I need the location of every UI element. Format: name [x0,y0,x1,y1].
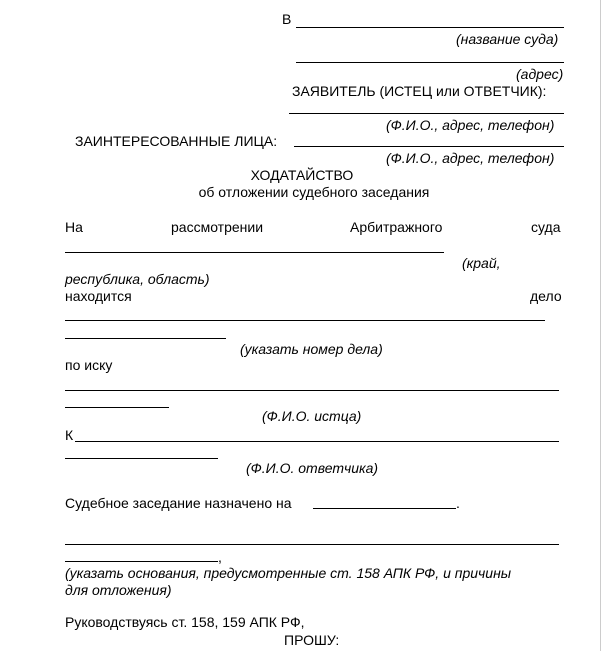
defendant-line-1[interactable] [75,441,559,442]
applicant-line[interactable] [289,113,564,114]
intro-word-1: На [65,219,83,235]
interested-hint: (Ф.И.О., адрес, телефон) [386,150,555,166]
hearing-text: Судебное заседание назначено на [65,495,292,511]
plaintiff-line-2[interactable] [65,407,169,408]
hearing-date-line[interactable] [313,508,456,509]
region-hint-1: (край, [462,255,501,271]
hearing-end: . [456,495,460,511]
court-name-line[interactable] [296,27,564,28]
case-number-hint: (указать номер дела) [240,341,383,357]
applicant-hint: (Ф.И.О., адрес, телефон) [386,117,555,133]
guided-text: Руководствуясь ст. 158, 159 АПК РФ, [65,614,305,630]
region-hint-2: республика, область) [65,271,210,287]
defendant-line-2[interactable] [65,458,218,459]
claim-label: по иску [65,357,113,373]
case-label: дело [530,288,562,304]
right-border [600,0,601,651]
intro-word-2: рассмотрении [171,219,264,235]
applicant-label: ЗАЯВИТЕЛЬ (ИСТЕЦ или ОТВЕТЧИК): [292,83,547,99]
to-prefix: В [282,11,292,27]
defendant-hint: (Ф.И.О. ответчика) [246,460,379,476]
document-title: ХОДАТАЙСТВО [250,167,354,183]
request-label: ПРОШУ: [284,632,340,648]
plaintiff-line-1[interactable] [65,390,559,391]
plaintiff-hint: (Ф.И.О. истца) [262,408,362,424]
located-label: находится [65,288,132,304]
document-subtitle: об отложении судебного заседания [198,184,430,200]
case-line-2[interactable] [65,338,226,339]
interested-line[interactable] [294,146,564,147]
intro-word-3: Арбитражного [350,219,443,235]
address-hint: (адрес) [516,66,564,82]
grounds-line-1[interactable] [65,544,559,545]
interested-label: ЗАИНТЕРЕСОВАННЫЕ ЛИЦА: [75,133,278,149]
grounds-line-2[interactable] [65,561,218,562]
case-line-1[interactable] [65,320,545,321]
court-name-hint: (название суда) [456,31,559,47]
address-line[interactable] [296,62,564,63]
grounds-hint-1: (указать основания, предусмотренные ст. 158 АПК РФ, и причины [65,565,512,581]
grounds-hint-2: для отложения) [65,582,172,598]
intro-word-4: суда [531,219,561,235]
defendant-prefix: К [65,427,74,443]
court-region-line[interactable] [65,252,444,253]
grounds-comma: , [218,549,222,565]
